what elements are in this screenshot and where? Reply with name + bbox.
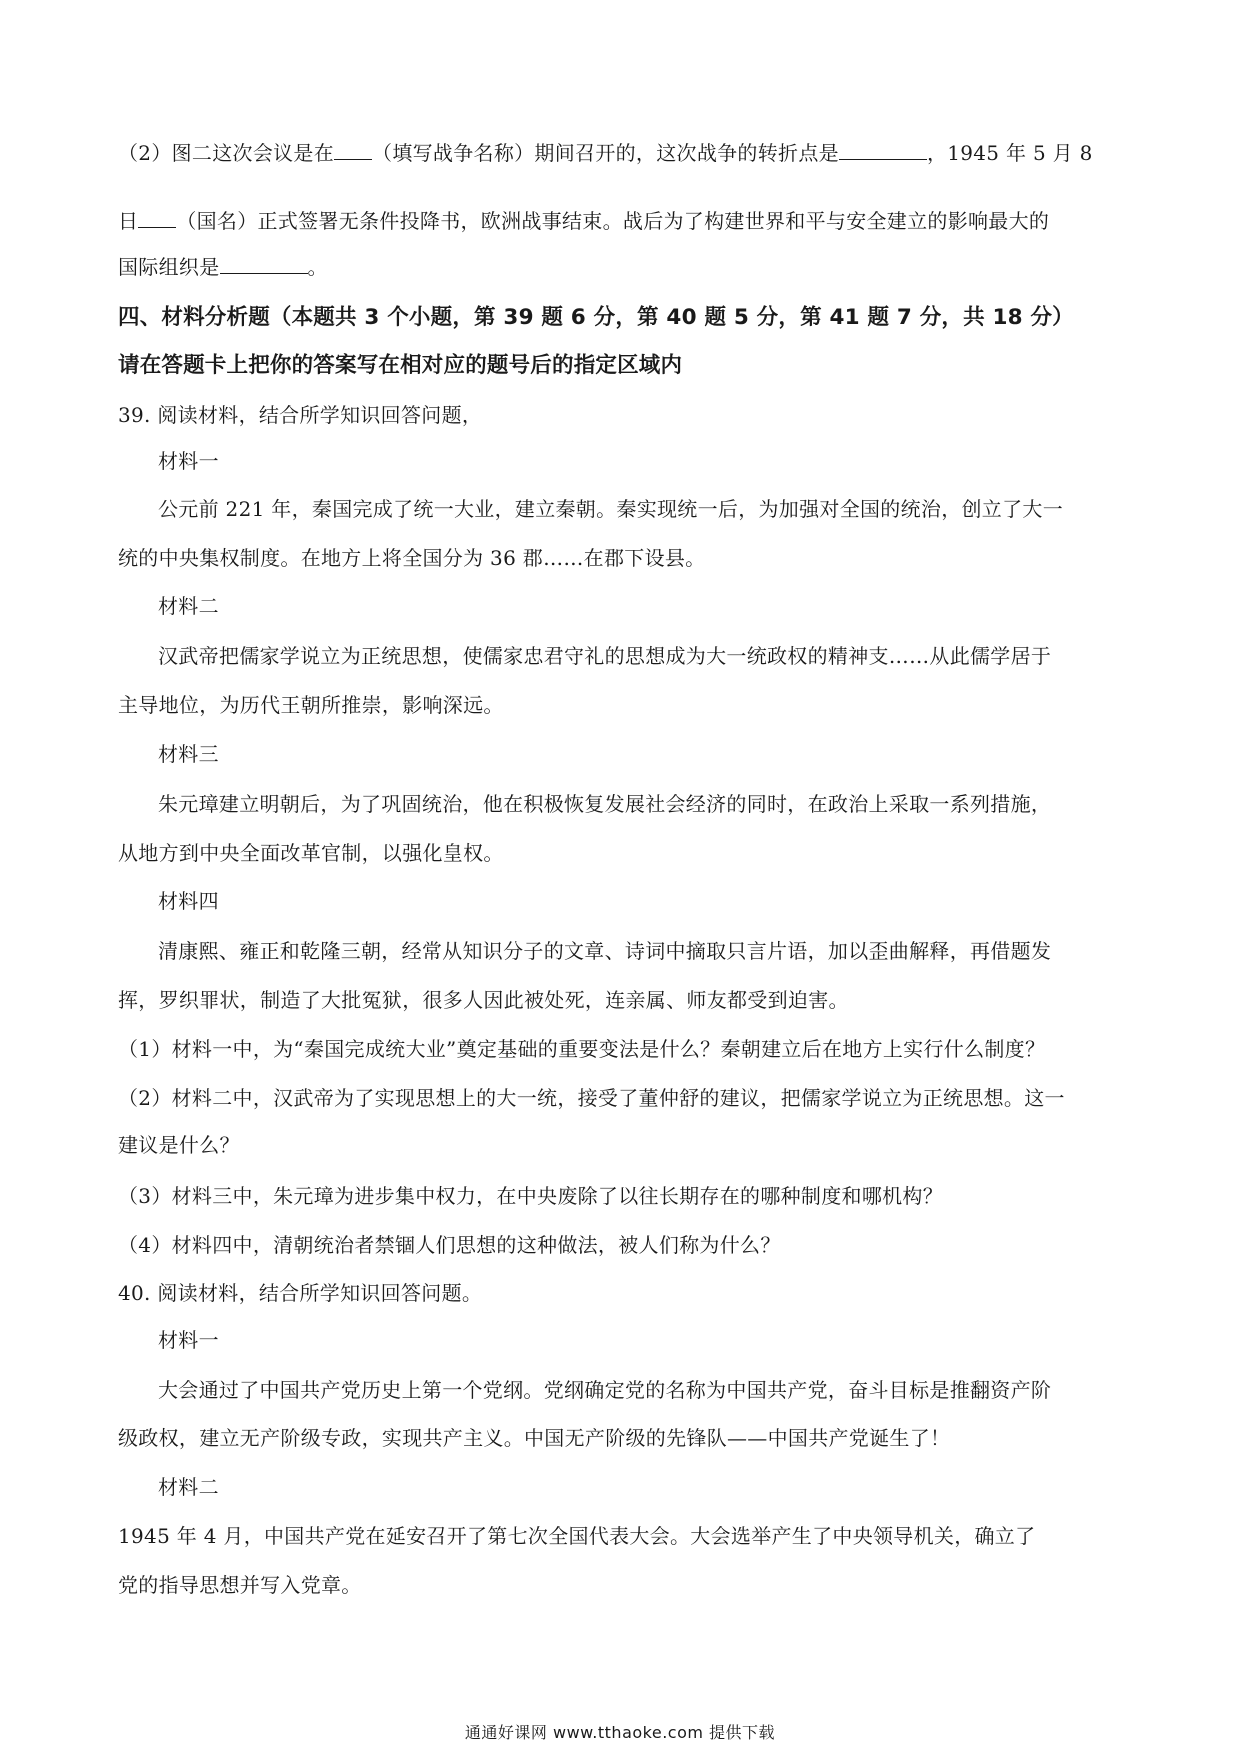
q40-material2-title: 材料二 — [158, 1475, 219, 1499]
q39-subquestion-4: （4）材料四中，清朝统治者禁锢人们思想的这种做法，被人们称为什么？ — [118, 1233, 781, 1257]
q39-subquestion-2-line2: 建议是什么？ — [118, 1133, 240, 1157]
q38-text: （填写战争名称）期间召开的，这次战争的转折点是 — [372, 141, 839, 165]
q39-material3-title: 材料三 — [158, 742, 219, 766]
q38-text: ，1945 年 5 月 8 — [926, 141, 1093, 165]
q39-material3-line2: 从地方到中央全面改革官制，以强化皇权。 — [118, 841, 504, 865]
q39-material2-title: 材料二 — [158, 594, 219, 618]
answer-blank — [138, 209, 176, 228]
q39-material1-line2: 统的中央集权制度。在地方上将全国分为 36 郡……在郡下设县。 — [118, 546, 706, 570]
answer-blank — [334, 141, 372, 160]
q40-material1-line1: 大会通过了中国共产党历史上第一个党纲。党纲确定党的名称为中国共产党，奋斗目标是推翻资产阶 — [158, 1378, 1052, 1402]
q39-subquestion-2-line1: （2）材料二中，汉武帝为了实现思想上的大一统，接受了董仲舒的建议，把儒家学说立为正统思想。这一 — [118, 1086, 1065, 1110]
q40-material2-line2: 党的指导思想并写入党章。 — [118, 1573, 362, 1597]
q38-part2-line2 — [118, 208, 1138, 234]
q38-part2-line1 — [118, 140, 1138, 166]
q39-material4-title: 材料四 — [158, 889, 219, 913]
q38-text: 。 — [307, 255, 328, 279]
q38-text: 日 — [118, 209, 139, 233]
q38-text: （国名）正式签署无条件投降书，欧洲战事结束。战后为了构建世界和平与安全建立的影响最大的 — [176, 209, 1050, 233]
q40-material1-line2: 级政权，建立无产阶级专政，实现共产主义。中国无产阶级的先锋队——中国共产党诞生了！ — [118, 1426, 951, 1450]
answer-blank — [220, 255, 308, 274]
q39-material4-line2: 挥，罗织罪状，制造了大批冤狱，很多人因此被处死，连亲属、师友都受到迫害。 — [118, 988, 849, 1012]
answer-blank — [839, 141, 927, 160]
q39-stem: 39. 阅读材料，结合所学知识回答问题， — [118, 403, 483, 427]
q40-stem: 40. 阅读材料，结合所学知识回答问题。 — [118, 1281, 483, 1305]
q39-material2-line1: 汉武帝把儒家学说立为正统思想，使儒家忠君守礼的思想成为大一统政权的精神支……从此儒学居于 — [158, 644, 1052, 668]
q39-subquestion-3: （3）材料三中，朱元璋为进步集中权力，在中央废除了以往长期存在的哪种制度和哪机构？ — [118, 1184, 944, 1208]
q40-material1-title: 材料一 — [158, 1328, 219, 1352]
section-heading: 四、材料分析题（本题共 3 个小题，第 39 题 6 分，第 40 题 5 分，第 41 题 7 分，共 18 分） — [118, 305, 1074, 330]
q40-material2-line1: 1945 年 4 月，中国共产党在延安召开了第七次全国代表大会。大会选举产生了中央领导机关，确立了 — [118, 1524, 1036, 1548]
q38-part2-line3 — [118, 254, 1138, 280]
page-footer: 通通好课网 www.tthaoke.com 提供下载 — [464, 1723, 776, 1742]
q39-subquestion-1: （1）材料一中，为“秦国完成统大业”奠定基础的重要变法是什么？秦朝建立后在地方上实行什么制度？ — [118, 1037, 1046, 1061]
q39-material3-line1: 朱元璋建立明朝后，为了巩固统治，他在积极恢复发展社会经济的同时，在政治上采取一系列措施， — [158, 792, 1052, 816]
q39-material1-line1: 公元前 221 年，秦国完成了统一大业，建立秦朝。秦实现统一后，为加强对全国的统治，创立了大一 — [158, 497, 1063, 521]
q39-material1-title: 材料一 — [158, 449, 219, 473]
section-instruction: 请在答题卡上把你的答案写在相对应的题号后的指定区域内 — [118, 353, 683, 378]
q38-text: 国际组织是 — [118, 255, 220, 279]
q38-text: （2）图二这次会议是在 — [118, 141, 335, 165]
q39-material2-line2: 主导地位，为历代王朝所推崇，影响深远。 — [118, 693, 504, 717]
q39-material4-line1: 清康熙、雍正和乾隆三朝，经常从知识分子的文章、诗词中摘取只言片语，加以歪曲解释，再借题发 — [158, 939, 1052, 963]
